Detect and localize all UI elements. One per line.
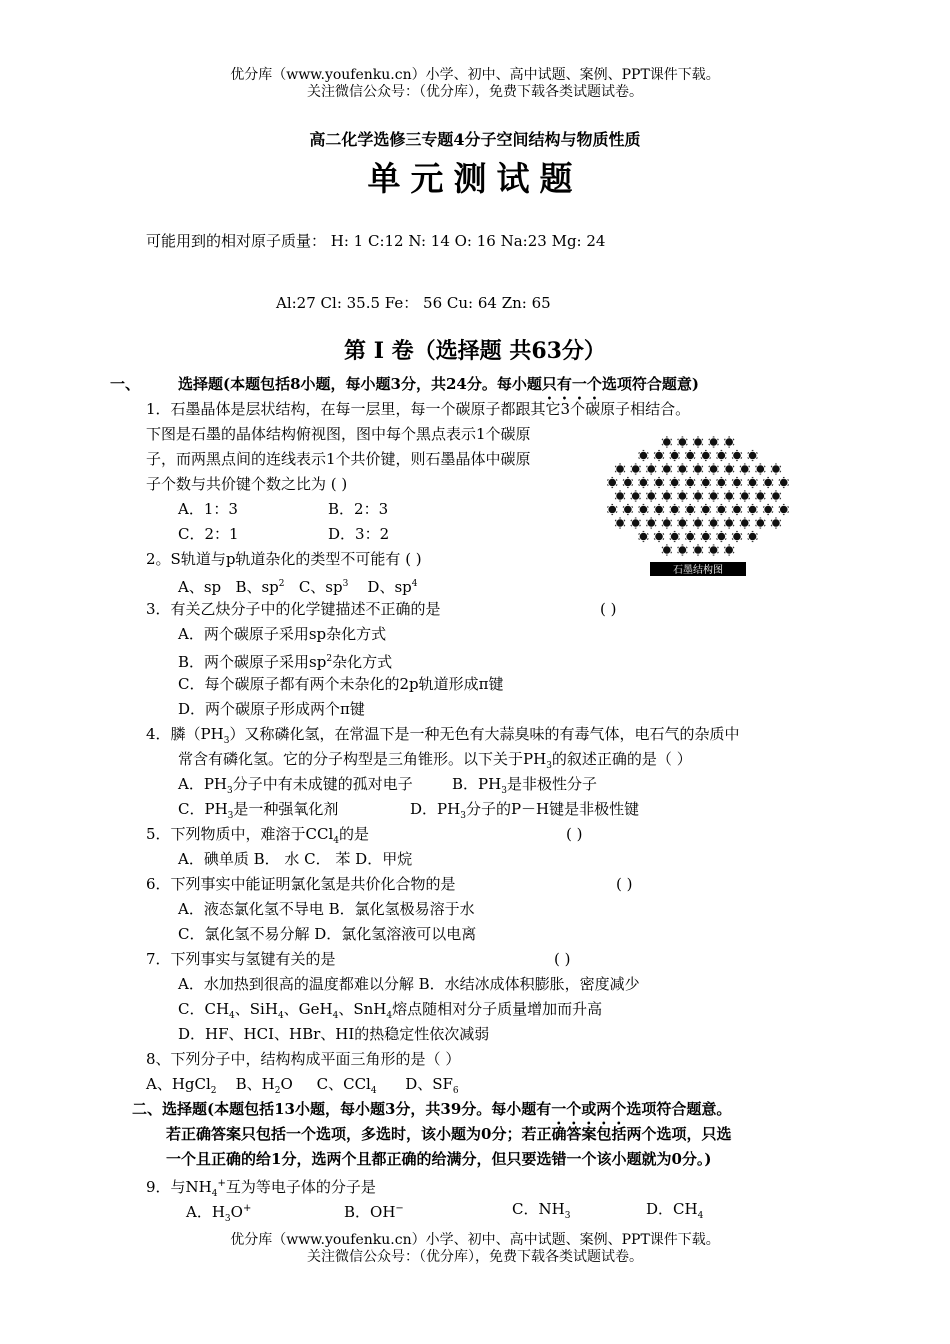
q3-option-d: D．两个碳原子形成两个π键 [178,700,365,718]
q2-option-c: C、sp [298,578,343,596]
graphite-atom [647,465,655,473]
q9-option-a-sup: + [242,1203,252,1214]
graphite-atom [764,505,772,513]
graphite-atom [670,478,678,486]
exam-title: 单元测试题 [367,159,583,198]
q1-line-3: 子，而两黑点间的连线表示1个共价键，则石墨晶体中碳原 [146,450,531,468]
q9-option-a-pre: A．H [186,1203,225,1221]
graphite-atom [678,519,686,527]
graphite-atom [694,438,702,446]
q8-option-d: D、SF [405,1075,453,1093]
graphite-atom [733,505,741,513]
q4-option-d [410,799,639,826]
graphite-atom [772,519,780,527]
graphite-atom [663,546,671,554]
q6-stem: 6．下列事实中能证明氯化氢是共价化合物的是 [146,875,456,893]
part-one-title: 第 Ⅰ 卷（选择题 共63分） [344,338,606,364]
graphite-atom [663,519,671,527]
q4-option-b-sub: 3 [501,786,507,796]
graphite-atom [686,451,694,459]
graphite-atom [678,492,686,500]
q1-line-4: 子个数与共价键个数之比为 ( ) [146,475,348,493]
graphite-atom [686,478,694,486]
graphite-atom [709,438,717,446]
q4-option-c-sub: 3 [227,811,234,821]
graphite-atom [678,438,686,446]
q2-option-d: D、sp [367,578,412,596]
graphite-atom [733,451,741,459]
q9-stem-sup: + [217,1178,226,1189]
q5-stem-sub: 4 [333,836,340,846]
header-line-1: 优分库（www.youfenku.cn）小学、初中、高中试题、案例、PPT课件下载。 [230,67,720,83]
graphite-atom [647,492,655,500]
q7-c-sub: 4 [277,1011,284,1021]
q4-option-b-pre: B．PH [452,775,502,793]
q2-options [178,574,417,597]
section-two-emphasis: 一个或两个 [551,1100,627,1118]
graphite-atom [670,505,678,513]
graphite-atom [709,546,717,554]
graphite-atom [756,519,764,527]
q6-options-ab: A．液态氯化氢不导电 B．氯化氢极易溶于水 [178,900,475,918]
graphite-atom [624,505,632,513]
q7-c-sub: 4 [229,1011,235,1021]
section-one-number: 一、 [110,375,141,393]
q4-line-1-sub: 3 [223,736,230,746]
graphite-atom [678,546,686,554]
graphite-atom [709,519,717,527]
q9-option-a-sub: 3 [224,1214,231,1224]
graphite-atom [709,492,717,500]
q5-stem-pre: 5．下列物质中，难溶于CCl [146,825,334,843]
q9-stem [146,1174,376,1204]
q7-c-sub: 4 [386,1011,393,1021]
graphite-atom [733,532,741,540]
q9-option-b-sup: − [395,1203,404,1214]
graphite-atom [686,532,694,540]
q7-c-part: 熔点随相对分子质量增加而升高 [392,1000,603,1018]
graphite-atom [702,451,710,459]
graphite-atom [702,532,710,540]
q4-option-a [178,774,413,801]
graphite-atom [748,451,756,459]
q3-option-a: A．两个碳原子采用sp杂化方式 [178,625,387,643]
section-one-text-a: 选择题(本题包括8小题，每小题3分，共24分。每小题 [178,375,542,393]
q5-stem [146,824,369,851]
graphite-atom [764,478,772,486]
q7-c-part: 、SiH [234,1000,278,1018]
exam-subtitle: 高二化学选修三专题4分子空间结构与物质性质 [309,130,641,149]
q4-option-c-post: 是一种强氧化剂 [233,800,339,818]
q7-option-c [178,999,602,1026]
section-one-text-b: 选项符合题意) [601,375,699,393]
q4-option-a-sub: 3 [227,786,233,796]
q8-option-a-sub: 2 [210,1086,217,1096]
q9-stem-post: 互为等电子体的分子是 [225,1178,376,1196]
graphite-atom [725,546,733,554]
q1-option-c: C．2：1 [178,525,239,543]
q1-line-2: 下图是石墨的晶体结构俯视图，图中每个黑点表示1个碳原 [146,425,531,443]
graphite-atom [670,451,678,459]
atomic-mass-line-1: 可能用到的相对原子质量： H: 1 C:12 N: 14 O: 16 Na:23 Mg: 24 [146,232,606,250]
q2-option-c-sup: 3 [342,579,349,589]
graphite-atom [608,478,616,486]
q4-option-c [178,799,338,826]
q9-option-c-sub: 3 [564,1211,571,1221]
q2-option-d-sup: 4 [411,579,418,589]
footer-line-1: 优分库（www.youfenku.cn）小学、初中、高中试题、案例、PPT课件下载。 [230,1232,720,1248]
graphite-atom [678,465,686,473]
q9-option-b [344,1199,404,1222]
graphite-atom [748,478,756,486]
graphite-atom [717,532,725,540]
graphite-atom [772,492,780,500]
q8-option-b-sub: 2 [274,1086,281,1096]
graphite-structure-image [598,428,798,580]
q9-option-d-pre: D．CH [646,1200,698,1218]
graphite-atom [655,451,663,459]
graphite-atom [694,492,702,500]
footer-line-2: 关注微信公众号：（优分库），免费下载各类试题试卷。 [307,1249,643,1265]
q2-option-a: A、sp [178,578,222,596]
atomic-mass-line-2: Al:27 Cl: 35.5 Fe： 56 Cu: 64 Zn: 65 [276,294,551,312]
graphite-atom [717,451,725,459]
q8-option-b: B、H [235,1075,275,1093]
q4-option-d-sub: 3 [460,811,466,821]
q4-line-2-pre: 常含有磷化氢。它的分子构型是三角锥形。以下关于PH [178,750,547,768]
section-one-emphasis: 只有一个 [541,375,602,393]
q8-option-a: A、HgCl [146,1075,211,1093]
q2-option-b: B、sp [235,578,279,596]
graphite-caption: 石墨结构图 [673,565,723,576]
graphite-atom [616,519,624,527]
section-two-line-3: 一个且正确的给1分，选两个且都正确的给满分，但只要选错一个该小题就为0分。) [166,1150,712,1168]
graphite-atom [655,532,663,540]
graphite-atom [702,478,710,486]
q9-option-c [512,1199,570,1226]
graphite-atom [624,478,632,486]
q4-option-a-post: 分子中有未成键的孤对电子 [232,775,413,793]
q7-c-part: C．CH [178,1000,230,1018]
graphite-atom [694,546,702,554]
q9-option-b-pre: B．OH [344,1203,396,1221]
graphite-atom [756,492,764,500]
graphite-atom [725,438,733,446]
section-two-text-a: 二、选择题(本题包括13小题，每小题3分，共39分。每小题有 [132,1100,552,1118]
q9-option-a [186,1199,251,1229]
q9-stem-pre: 9．与NH [146,1178,212,1196]
q1-line-1: 1．石墨晶体是层状结构，在每一层里，每一个碳原子都跟其它3个碳原子相结合。 [146,400,691,418]
q4-option-d-pre: D．PH [410,800,461,818]
q4-option-b-post: 是非极性分子 [506,775,597,793]
q3-stem: 3．有关乙炔分子中的化学键描述不正确的是 [146,600,441,618]
graphite-atom [748,532,756,540]
graphite-atom [631,492,639,500]
graphite-atom [748,505,756,513]
q4-line-1 [146,724,739,751]
q9-option-d [646,1199,703,1226]
q1-option-d: D．3：2 [328,525,390,543]
graphite-atom [694,465,702,473]
graphite-atom [741,465,749,473]
q7-answer-paren: ( ) [554,950,571,968]
graphite-atom [686,505,694,513]
q9-option-d-sub: 4 [697,1211,704,1221]
graphite-lattice [607,436,788,555]
q7-option-d: D．HF、HCI、HBr、HI的热稳定性依次减弱 [178,1025,490,1043]
q5-stem-post: 的是 [339,825,370,843]
q8-option-d-sub: 6 [452,1086,459,1096]
q7-options-ab: A．水加热到很高的温度都难以分解 B．水结冰成体积膨胀，密度减少 [178,975,640,993]
q4-option-c-pre: C．PH [178,800,228,818]
header-line-2: 关注微信公众号：（优分库），免费下载各类试题试卷。 [307,84,643,100]
graphite-atom [709,465,717,473]
q4-line-2-sub: 3 [546,761,552,771]
graphite-atom [725,519,733,527]
q9-stem-sub: 4 [211,1189,218,1199]
q4-line-2 [178,749,692,776]
q3-answer-paren: ( ) [600,600,617,618]
graphite-atom [694,519,702,527]
q8-option-c-sub: 4 [370,1086,377,1096]
graphite-atom [670,532,678,540]
q7-c-part: 、SnH [338,1000,387,1018]
section-two-line-2: 若正确答案只包括一个选项，多选时，该小题为0分；若正确答案包括两个选项，只选 [166,1125,732,1143]
q9-option-c-pre: C．NH [512,1200,565,1218]
graphite-atom [780,505,788,513]
q7-stem: 7．下列事实与氢键有关的是 [146,950,336,968]
q6-answer-paren: ( ) [616,875,633,893]
graphite-atom [655,505,663,513]
q4-option-d-post: 分子的P－H键是非极性键 [465,800,640,818]
q4-line-2-post: 的叙述正确的是（ ） [551,750,692,768]
graphite-atom [663,492,671,500]
graphite-atom [717,505,725,513]
q8-option-c: C、CCl [316,1075,371,1093]
graphite-atom [702,505,710,513]
graphite-atom [725,492,733,500]
graphite-atom [663,465,671,473]
q5-answer-paren: ( ) [566,825,583,843]
q8-option-b-post: O [280,1075,293,1093]
graphite-atom [631,519,639,527]
q2-option-b-sup: 2 [278,579,285,589]
graphite-atom [639,451,647,459]
graphite-atom [780,478,788,486]
graphite-atom [647,519,655,527]
graphite-atom [663,438,671,446]
q4-option-a-pre: A．PH [178,775,228,793]
graphite-atom [639,532,647,540]
q1-option-a: A．1：3 [178,500,238,518]
q2-stem: 2。S轨道与p轨道杂化的类型不可能有 ( ) [146,550,422,568]
graphite-atom [725,465,733,473]
q3-option-b-post: 杂化方式 [332,653,393,671]
q7-c-sub: 4 [332,1011,339,1021]
q3-option-b-sup: 2 [326,654,333,664]
graphite-atom [741,519,749,527]
graphite-atom [772,465,780,473]
q5-options: A．碘单质 B． 水 C． 苯 D．甲烷 [178,850,413,868]
graphite-atom [616,492,624,500]
q7-c-part: 、GeH [283,1000,333,1018]
q4-line-1-post: ）又称磷化氢，在常温下是一种无色有大蒜臭味的有毒气体，电石气的杂质中 [229,725,740,743]
q4-line-1-pre: 4．膦（PH [146,725,224,743]
q8-stem: 8、下列分子中，结构构成平面三角形的是（ ） [146,1050,461,1068]
graphite-atom [717,478,725,486]
q3-option-b [178,649,392,672]
q4-option-b [452,774,597,801]
q8-options [146,1074,459,1101]
graphite-atom [639,478,647,486]
graphite-atom [756,465,764,473]
graphite-atom [733,478,741,486]
graphite-atom [655,478,663,486]
graphite-atom [741,492,749,500]
graphite-atom [616,465,624,473]
q6-options-cd: C．氯化氢不易分解 D．氯化氢溶液可以电离 [178,925,477,943]
q3-option-b-text: B．两个碳原子采用sp [178,653,327,671]
graphite-atom [639,505,647,513]
section-two-text-b: 选项符合题意。 [626,1100,732,1118]
graphite-atom [608,505,616,513]
q9-option-a-mid: O [230,1203,243,1221]
q1-option-b: B．2：3 [328,500,389,518]
q3-option-c: C．每个碳原子都有两个未杂化的2p轨道形成π键 [178,675,504,693]
graphite-atom [631,465,639,473]
